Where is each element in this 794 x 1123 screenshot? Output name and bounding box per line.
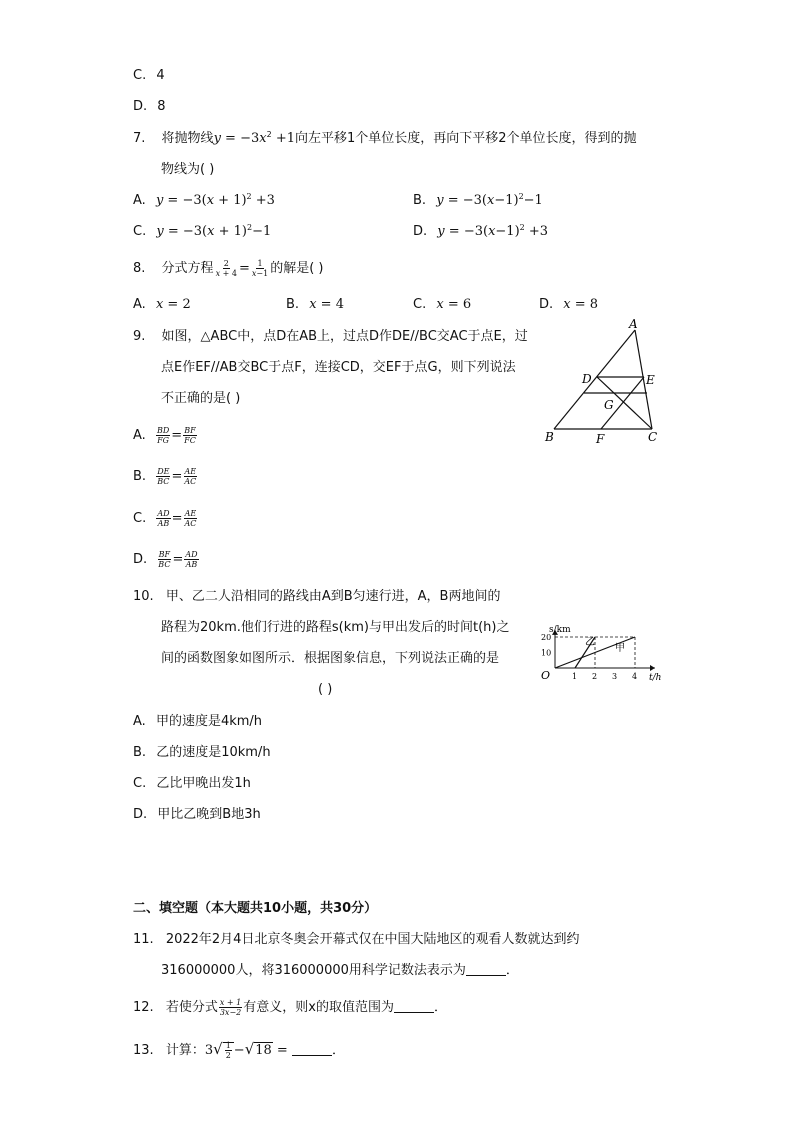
option-label: C. [133,68,147,83]
fraction-num: AD [185,550,198,559]
option-label: D. [133,99,148,114]
answer-blank[interactable] [292,1043,332,1056]
q12-fraction [219,998,242,1017]
q10-stem-line4: ( ) [318,682,333,697]
option-label: B. [133,745,147,760]
question-number: 12. [133,1000,154,1015]
q13-end-mark: ． [331,1043,345,1058]
q12-stem [133,998,447,1017]
q8-fraction-right: $\frac{1}{x-1}$ [251,259,269,278]
option-label: A. [133,428,146,443]
option-text: 甲比乙晚到B地3h [157,807,261,822]
q11-end-mark: ． [505,963,519,978]
option-label: A. [133,714,146,729]
option-label: B. [286,297,300,312]
fraction-num: BD [156,426,170,435]
q10-stem-line3: 间的函数图象如图所示．根据图象信息，下列说法正确的是 [161,651,500,666]
option-label: D. [133,552,148,567]
q8-fraction-left: $\frac{2}{x + 4}$ [215,259,237,278]
option-label: C. [133,511,147,526]
series-label-yi: 乙 [585,636,595,648]
option-label: B. [413,193,427,208]
q11-text-line1: 2022年2月4日北京冬奥会开幕式仅在中国大陆地区的观看人数就达到约 [165,932,580,947]
q13-stem [133,1040,345,1060]
point-label-b: B [545,430,554,444]
q10-option-c [133,775,251,793]
option-text: 乙比甲晚出发1h [156,776,251,791]
q9-stem-line3: 不正确的是( ) [161,391,241,406]
fraction-den: FG [157,436,170,445]
fraction-num: AE [184,509,197,518]
q9-option-c: C. $\frac{AD}{AB}$ = $\frac{AE}{AC}$ [133,509,197,528]
q8-text-b: 的解是( ) [270,261,324,276]
series-label-jia: 甲 [615,642,625,654]
x-tick-label: 4 [632,672,638,681]
option-text: 乙的速度是10km/h [156,745,271,760]
option-label: D. [539,297,554,312]
x-tick-label: 1 [572,672,578,681]
answer-blank[interactable] [394,1000,434,1013]
fraction-num: AE [184,467,197,476]
option-text: 甲的速度是4km/h [155,714,263,729]
q12-text-a: 若使分式 [165,1000,218,1015]
q7-option-b: B. $y = -3(x-1)^2-1$ [413,192,543,208]
segment-ab [554,330,635,429]
point-label-f: F [596,432,605,446]
q9-option-d: D. $\frac{BF}{BC}$ = $\frac{AD}{AB}$ [133,550,198,569]
x-tick-label: 2 [592,672,598,681]
q11-text-line2: 316000000人，将316000000用科学记数法表示为 [161,963,466,978]
fraction-num: BF [158,550,171,559]
q10-text-line1: 甲、乙二人沿相同的路线由A到B匀速行进，A，B两地间的 [165,589,501,604]
point-label-g: G [604,398,614,412]
option-label: A. [133,297,146,312]
point-label-d: D [582,372,592,386]
fraction-den: FC [184,436,196,445]
fraction-num: x + 1 [219,998,242,1007]
option-text: 8 [157,99,166,114]
origin-label: O [541,669,551,682]
q9-text-line1: 如图，△ABC中，点D在AB上，过点D作DE//BC交AC于点E，过 [161,329,528,344]
fraction-den: AB [157,519,170,528]
fraction-num: AD [157,509,170,518]
fraction-num: DE [157,467,170,476]
fraction-den: AC [184,519,197,528]
option-label: D. [133,807,148,822]
option-label: A. [133,193,146,208]
q8-option-d: D. x = 8 [539,297,599,312]
q6-option-d [133,98,166,116]
y-tick-label: 20 [541,633,552,642]
x-tick-label: 3 [612,672,618,681]
question-number: 10. [133,589,154,604]
q7-text-b: 向左平移1个单位长度，再向下平移2个单位长度，得到的抛 [294,131,637,146]
q9-stem-line2: 点E作EF//AB交BC于点F，连接CD，交EF于点G，则下列说法 [161,360,516,375]
question-number: 11. [133,932,154,947]
q11-stem-line1 [133,931,579,949]
point-label-a: A [629,317,638,331]
answer-blank[interactable] [466,963,506,976]
fraction-den: AB [185,560,198,569]
fraction-num: BF [184,426,196,435]
option-label: D. [413,224,428,239]
q9-triangle-figure [540,315,675,450]
q10-option-d [133,806,261,824]
q8-option-c: C. x = 6 [413,297,472,312]
option-label: C. [133,776,147,791]
q6-option-c [133,67,165,85]
option-label: C. [413,297,427,312]
y-axis-label: s/km [549,624,571,635]
q11-stem-line2 [161,962,519,980]
q10-stem-line2: 路程为20km.他们行进的路程s(km)与甲出发后的时间t(h)之 [161,620,510,635]
q7-option-c: C. $y = -3(x + 1)^2-1$ [133,223,272,239]
point-label-e: E [646,373,655,387]
q9-option-a: A. $\frac{BD}{FG}$ = $\frac{BF}{FC}$ [133,426,196,445]
q7-stem-line1: 7. 将抛物线$y = -3x^2 +1$向左平移1个单位长度，再向下平移2个单位长度，得到的抛 [133,130,637,146]
option-label: B. [133,469,147,484]
point-label-c: C [648,430,658,444]
option-label: C. [133,224,147,239]
q8-option-a: A. x = 2 [133,297,191,312]
x-axis-label: t/h [649,673,662,683]
section-heading: 二、填空题（本大题共10小题，共30分） [133,901,378,916]
q10-distance-time-chart [535,575,670,685]
q10-option-b [133,744,271,762]
question-number: 8. [133,261,146,276]
q7-option-a: A. $y = -3(x + 1)^2 +3$ [133,192,275,208]
q8-option-b: B. x = 4 [286,297,344,312]
y-tick-label: 10 [541,648,552,658]
x-axis-arrow [650,665,655,671]
q13-expression: 3√ $\frac{1}{2}$ −√18 = [204,1040,292,1060]
q13-text-a: 计算： [165,1043,205,1058]
question-number: 9. [133,329,146,344]
fraction-den: AC [184,477,197,486]
fraction-den: BC [157,477,170,486]
q10-stem-line1 [133,588,500,606]
q9-stem-line1 [133,328,528,346]
q7-text-a: 将抛物线 [161,131,214,146]
q7-stem-line2: 物线为( ) [161,162,215,177]
q7-option-d: D. $y = -3(x-1)^2 +3$ [413,223,549,239]
q12-end-mark: ． [433,1000,447,1015]
question-number: 13. [133,1043,154,1058]
q10-option-a [133,713,262,731]
q7-parabola: y [213,131,221,146]
option-text: 4 [156,68,165,83]
q12-text-b: 有意义，则x的取值范围为 [243,1000,394,1015]
q9-option-b: B. $\frac{DE}{BC}$ = $\frac{AE}{AC}$ [133,467,197,486]
fraction-den: 3x−2 [219,1008,242,1017]
q8-text-a: 分式方程 [161,261,214,276]
question-number: 7. [133,131,146,146]
fraction-den: BC [158,560,171,569]
q8-stem: 8. 分式方程 $\frac{2}{x + 4}$ = $\frac{1}{x-1}$ 的解是( ) [133,259,324,278]
